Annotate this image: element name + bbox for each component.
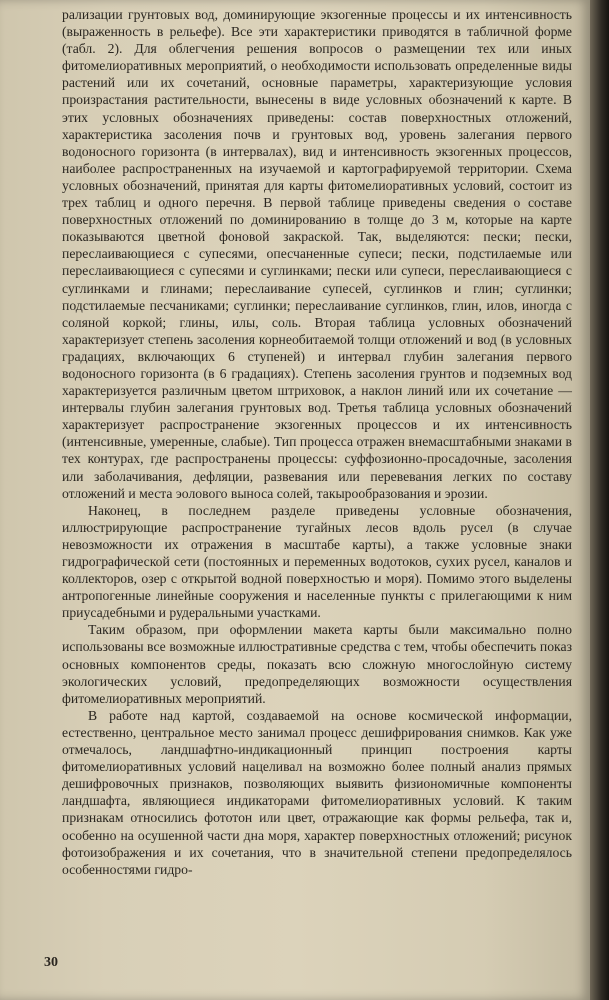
paragraph-3: Таким образом, при оформлении макета карты были максимально полно использованы все возможные иллюстративные средства с тем, чтобы обеспечить показ основных компонентов среды, показать всю сложную многослойную систему экологических условий, предопределяющих возможности осуществления фитомелиоративных мероприятий. — [62, 622, 572, 706]
page-number: 30 — [44, 955, 58, 970]
paragraph-4: В работе над картой, создаваемой на основе космической информации, естественно, центральное место занимал процесс дешифрирования снимков. Как уже отмечалось, ландшафтно-индикационный принцип построения карты фитомелиоративных условий нацеливал на возможно более полный анализ прямых дешифровочных признаков, позволяющих выявить физиономичные компоненты ландшафта, являющиеся индикаторами фитомелиоративных условий. К таким признакам относились фототон или цвет, отражающие как формы рельефа, так и, особенно на осушенной части дна моря, характер поверхностных отложений; рисунок фотоизображения и их сочетания, что в значительной степени предопределялось особенностями гидро- — [62, 707, 572, 877]
paragraph-2: Наконец, в последнем разделе приведены условные обозначения, иллюстрирующие распространение тугайных лесов вдоль русел (в случае невозможности их отражения в масштабе карты), а также условные знаки гидрографической сети (постоянных и переменных водотоков, сухих русел, каналов и коллекторов, озер с открытой водной поверхностью и моря). Помимо этого выделены антропогенные линейные сооружения и населенные пункты с прилегающими к ним приусадебными и рудеральными участками. — [62, 502, 572, 621]
book-spine-shadow — [590, 0, 609, 1000]
page-text — [62, 6, 572, 878]
paragraph-1: рализации грунтовых вод, доминирующие экзогенные процессы и их интенсивность (выраженность в рельефе). Все эти характеристики приводятся в табличной форме (табл. 2). Для облегчения решения вопросов о размещении тех или иных фитомелиоративных мероприятий, о необходимости использовать определенные виды растений или их сочетаний, основные параметры, характеризующие условия произрастания растительности, вынесены в виде условных обозначений к карте. В этих условных обозначениях приведены: состав поверхностных отложений, характеристика засоления почв и грунтовых вод, уровень залегания первого водоносного горизонта (в интервалах), вид и интенсивность экзогенных процессов, наиболее распространенных на изучаемой и картографируемой территории. Схема условных обозначений, принятая для карты фитомелиоративных условий, состоит из трех таблиц и одного перечня. В первой таблице приведены сведения о составе поверхностных отложений по доминированию в толще до 3 м, которые на карте показываются цветной фоновой закраской. Так, выделяются: пески; пески, переслаивающиеся с супесями, опесчаненные супеси; пески, подстилаемые или переслаивающиеся с супесями и суглинками; пески или супеси, переслаивающиеся с суглинками и глинами; переслаивание супесей, суглинков и глин; суглинки; подстилаемые песчаниками; суглинки; переслаивание суглинков, глин, илов, иногда с соляной коркой; глины, илы, соль. Вторая таблица условных обозначений характеризует степень засоления корнеобитаемой толщи отложений и вод (в условных градациях, включающих 6 ступеней) и интервал глубин залегания первого водоносного горизонта (в 6 градациях). Степень засоления грунтов и подземных вод характеризуется различным цветом штриховок, а наклон линий или их сочетание — интервалы глубин залегания грунтовых вод. Третья таблица условных обозначений характеризует распространение экзогенных процессов и их интенсивность (интенсивные, умеренные, слабые). Тип процесса отражен внемасштабными знаками в тех контурах, где распространены процессы: суффозионно-просадочные, засоления или заболачивания, дефляции, развевания или перевевания легких по составу отложений и места эолового выноса солей, такырообразования и эрозии. — [62, 7, 572, 501]
